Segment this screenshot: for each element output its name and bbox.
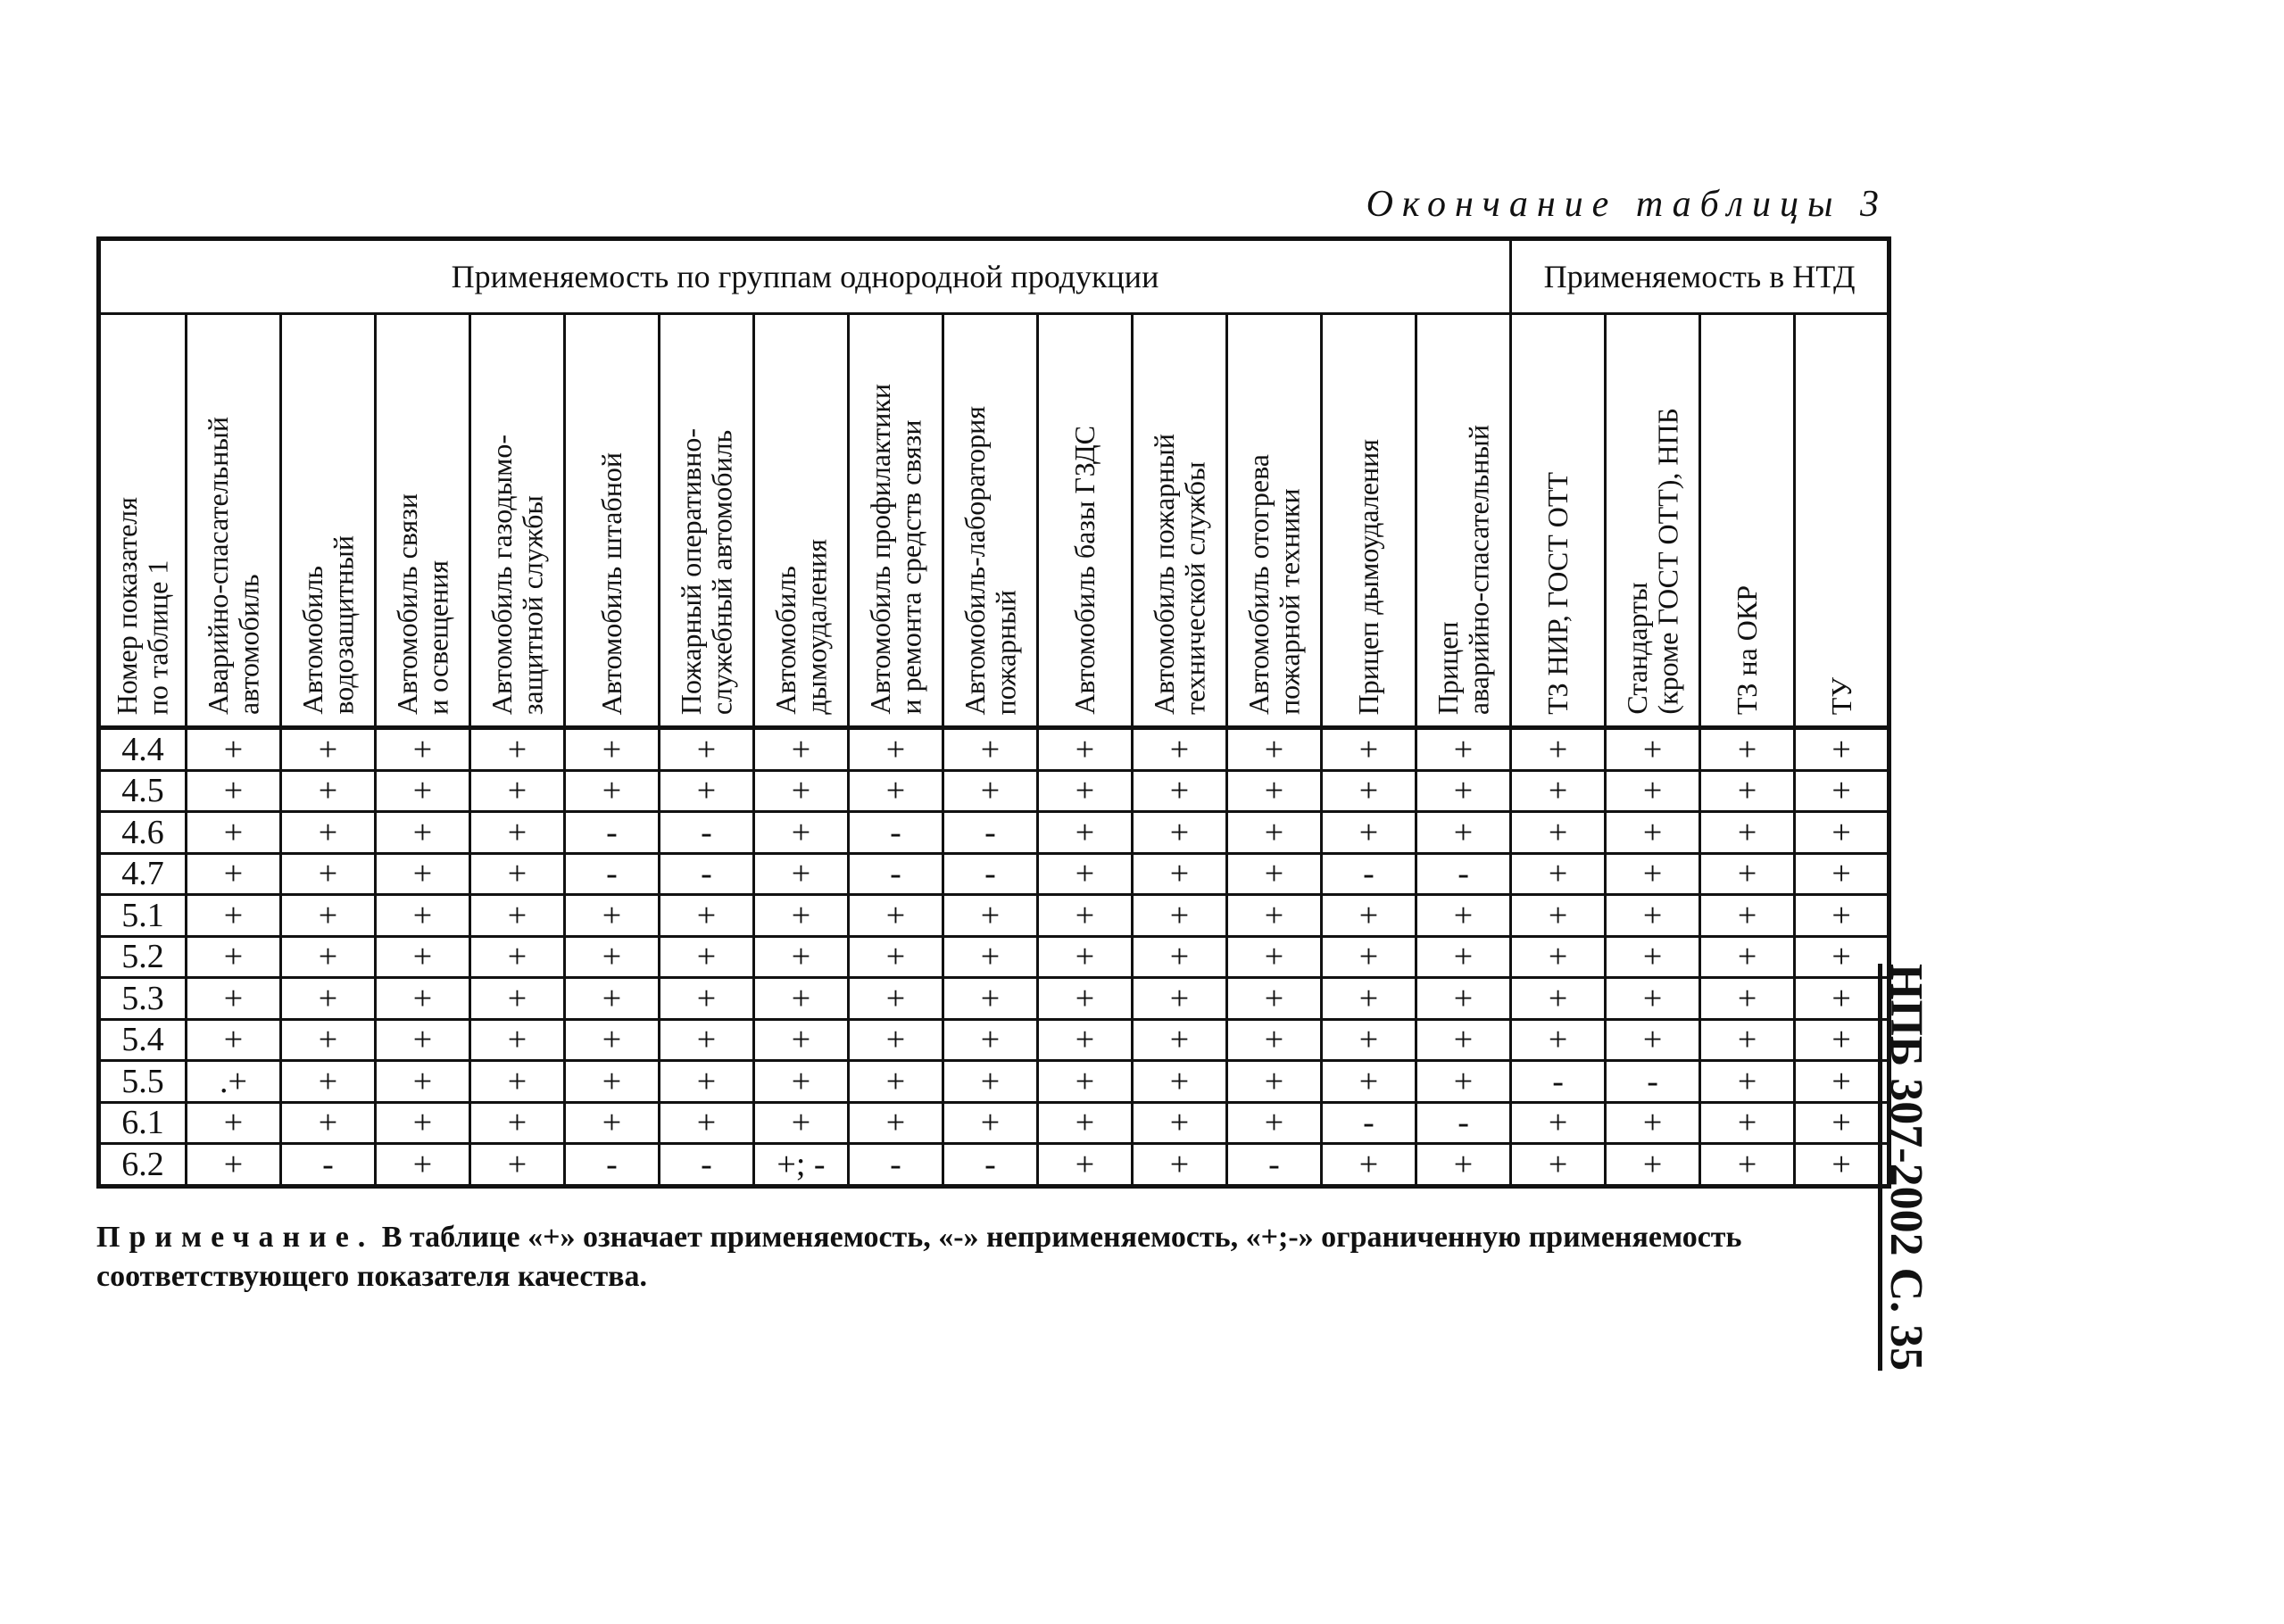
table-cell: + <box>1795 1019 1889 1061</box>
table-cell: + <box>1606 812 1700 854</box>
table-row <box>99 895 1889 937</box>
table-cell: + <box>1416 1061 1511 1103</box>
row-number-cell: 5.1 <box>99 895 187 937</box>
table-cell: + <box>849 978 943 1020</box>
table-row <box>99 1061 1889 1103</box>
table-cell: + <box>565 1102 660 1144</box>
table-cell: - <box>565 1144 660 1187</box>
page-footer-label: НПБ 307-2002 С. 35 <box>1881 964 1931 1371</box>
table-cell: + <box>754 895 849 937</box>
table-row <box>99 1019 1889 1061</box>
column-header-label: Автомобиль отогрева пожарной техники <box>1242 454 1306 715</box>
table-cell: - <box>660 853 754 895</box>
table-cell: + <box>376 895 470 937</box>
column-header-label: Стандарты (кроме ГОСТ ОТТ), НПБ <box>1620 408 1684 715</box>
table-cell: + <box>849 936 943 978</box>
table-cell: + <box>1606 853 1700 895</box>
table-cell: + <box>1322 770 1416 812</box>
table-cell: + <box>1700 895 1795 937</box>
table-cell: + <box>754 1102 849 1144</box>
table-cell: + <box>1416 978 1511 1020</box>
table-cell: + <box>1795 1102 1889 1144</box>
column-header-label: ТЗ на ОКР <box>1731 584 1764 715</box>
column-header-label: Автомобиль дымоудаления <box>768 539 833 715</box>
table-row <box>99 1102 1889 1144</box>
table-cell: + <box>1795 895 1889 937</box>
table-cell: + <box>1606 770 1700 812</box>
table-cell: + <box>1511 978 1606 1020</box>
table-cell: + <box>1606 978 1700 1020</box>
table-cell: + <box>1227 770 1322 812</box>
table-cell: + <box>1133 1019 1227 1061</box>
table-cell: + <box>1700 728 1795 771</box>
table-cell: + <box>1227 1102 1322 1144</box>
table-cell: + <box>1322 978 1416 1020</box>
table-cell: +; - <box>754 1144 849 1187</box>
table-cell: + <box>376 853 470 895</box>
row-number-cell: 4.4 <box>99 728 187 771</box>
table-cell: + <box>943 1019 1038 1061</box>
table-cell: + <box>565 895 660 937</box>
table-cell: + <box>187 853 281 895</box>
table-cell: + <box>1700 936 1795 978</box>
column-header-label: Автомобиль газодымо- защитной службы <box>485 434 549 715</box>
table-cell: + <box>1322 728 1416 771</box>
table-cell: + <box>1133 770 1227 812</box>
table-cell: + <box>565 1061 660 1103</box>
table-cell: + <box>376 770 470 812</box>
table-cell: + <box>1795 853 1889 895</box>
column-header-label: Автомобиль базы ГЗДС <box>1068 426 1101 715</box>
table-row <box>99 812 1889 854</box>
table-cell: + <box>1606 936 1700 978</box>
column-header-label: ТЗ НИР, ГОСТ ОТТ <box>1541 472 1574 715</box>
table-cell: + <box>281 770 376 812</box>
row-number-cell: 6.1 <box>99 1102 187 1144</box>
row-number-cell: 5.3 <box>99 978 187 1020</box>
table-cell: + <box>1795 728 1889 771</box>
table-cell: + <box>470 895 565 937</box>
column-header <box>1511 314 1606 728</box>
table-cell: + <box>187 1019 281 1061</box>
table-row <box>99 978 1889 1020</box>
row-number-cell: 4.5 <box>99 770 187 812</box>
column-header <box>1227 314 1322 728</box>
column-header <box>1795 314 1889 728</box>
table-cell: + <box>281 1061 376 1103</box>
table-cell: + <box>1416 1019 1511 1061</box>
table-cell: + <box>187 770 281 812</box>
column-header <box>1322 314 1416 728</box>
table-cell: + <box>376 1102 470 1144</box>
table-cell: + <box>281 1019 376 1061</box>
table-cell: + <box>1133 812 1227 854</box>
table-cell: + <box>565 770 660 812</box>
table-cell: - <box>849 812 943 854</box>
column-header <box>1606 314 1700 728</box>
table-cell: + <box>943 895 1038 937</box>
group-header-ntd: Применяемость в НТД <box>1511 239 1889 314</box>
table-cell: + <box>1606 1019 1700 1061</box>
table-cell: + <box>660 978 754 1020</box>
table-cell: + <box>187 936 281 978</box>
table-cell: + <box>470 853 565 895</box>
table-cell: - <box>943 853 1038 895</box>
table-cell: + <box>187 728 281 771</box>
table-cell: + <box>1511 1102 1606 1144</box>
table-cell: + <box>1038 1102 1133 1144</box>
table-cell: + <box>660 1061 754 1103</box>
table-row <box>99 853 1889 895</box>
table-cell: + <box>470 1061 565 1103</box>
table-cell: + <box>1133 936 1227 978</box>
table-cell: + <box>1795 812 1889 854</box>
table-cell: + <box>470 1144 565 1187</box>
table-cell: + <box>1133 853 1227 895</box>
column-header <box>660 314 754 728</box>
column-header-label: Прицеп аварийно-спасательный <box>1431 424 1495 715</box>
table-cell: + <box>754 978 849 1020</box>
column-header <box>281 314 376 728</box>
table-cell: + <box>187 1102 281 1144</box>
table-cell: + <box>376 1061 470 1103</box>
row-number-cell: 4.7 <box>99 853 187 895</box>
column-header-label: Автомобиль штабной <box>595 452 628 715</box>
table-caption: Окончание таблицы 3 <box>1366 184 1888 225</box>
column-header <box>565 314 660 728</box>
table-cell: - <box>849 1144 943 1187</box>
table-body <box>99 728 1889 1187</box>
table-cell: + <box>1133 1144 1227 1187</box>
table-cell: + <box>660 936 754 978</box>
table-cell: + <box>565 978 660 1020</box>
table-cell: + <box>943 1102 1038 1144</box>
table-cell: + <box>1416 770 1511 812</box>
table-cell: + <box>1227 812 1322 854</box>
table-cell: + <box>1700 1102 1795 1144</box>
table-cell: - <box>281 1144 376 1187</box>
table-cell: + <box>565 1019 660 1061</box>
table-cell: + <box>849 1102 943 1144</box>
row-number-cell: 5.5 <box>99 1061 187 1103</box>
table-cell: + <box>1227 728 1322 771</box>
table-cell: + <box>660 770 754 812</box>
column-header <box>849 314 943 728</box>
table-cell: + <box>754 853 849 895</box>
table-cell: + <box>754 1061 849 1103</box>
table-cell: + <box>1038 728 1133 771</box>
note-text: В таблице «+» означает применяемость, «-» неприменяемость, «+;-» ограниченную применяемость соответствующего показателя качества. <box>96 1221 1742 1294</box>
table-cell: + <box>470 770 565 812</box>
table-cell: + <box>1795 770 1889 812</box>
table-cell: + <box>470 936 565 978</box>
table-cell: + <box>1416 1144 1511 1187</box>
table-cell: + <box>1416 812 1511 854</box>
table-cell: + <box>849 1019 943 1061</box>
table-cell: + <box>1322 936 1416 978</box>
column-header-label: Автомобиль-лаборатория пожарный <box>958 405 1022 715</box>
table-cell: + <box>660 895 754 937</box>
table-cell: + <box>1700 770 1795 812</box>
row-number-cell: 5.2 <box>99 936 187 978</box>
table-cell: + <box>1606 1144 1700 1187</box>
table-cell: + <box>1700 853 1795 895</box>
table-row <box>99 936 1889 978</box>
table-cell: - <box>565 853 660 895</box>
table-cell: - <box>1606 1061 1700 1103</box>
table-cell: + <box>187 978 281 1020</box>
table-cell: + <box>376 1019 470 1061</box>
table-cell: + <box>754 770 849 812</box>
table-cell: + <box>660 728 754 771</box>
table-cell: + <box>1227 936 1322 978</box>
table-cell: + <box>1700 812 1795 854</box>
table-cell: - <box>660 1144 754 1187</box>
table-cell: + <box>470 728 565 771</box>
table-cell: + <box>943 936 1038 978</box>
table-cell: + <box>281 728 376 771</box>
table-cell: + <box>1511 936 1606 978</box>
column-header-label: Аварийно-спасательный автомобиль <box>201 416 265 715</box>
column-header <box>99 314 187 728</box>
table-cell: + <box>849 770 943 812</box>
table-row <box>99 1144 1889 1187</box>
table-cell: + <box>1511 770 1606 812</box>
table-cell: + <box>1795 936 1889 978</box>
row-number-cell: 5.4 <box>99 1019 187 1061</box>
table-cell: + <box>1038 812 1133 854</box>
note-label: Примечание. <box>96 1221 375 1254</box>
table-cell: + <box>1511 812 1606 854</box>
table-cell: + <box>754 936 849 978</box>
row-number-cell: 4.6 <box>99 812 187 854</box>
table-cell: + <box>1133 1102 1227 1144</box>
table-cell: - <box>1416 1102 1511 1144</box>
table-cell: + <box>1700 1019 1795 1061</box>
column-header-label: Автомобиль профилактики и ремонта средств связи <box>863 384 927 715</box>
table-cell: + <box>470 1102 565 1144</box>
table-cell: + <box>1511 895 1606 937</box>
table-cell: + <box>1700 1144 1795 1187</box>
table-cell: + <box>1511 728 1606 771</box>
table-cell: + <box>943 1061 1038 1103</box>
table-cell: - <box>1416 853 1511 895</box>
table-cell: + <box>1038 895 1133 937</box>
column-header-row <box>99 314 1889 728</box>
table-cell: + <box>754 812 849 854</box>
column-header <box>1700 314 1795 728</box>
column-header <box>1416 314 1511 728</box>
table-cell: + <box>943 770 1038 812</box>
table-cell: + <box>1038 1144 1133 1187</box>
table-cell: + <box>1227 1061 1322 1103</box>
table-cell: + <box>281 1102 376 1144</box>
column-header-label: Автомобиль водозащитный <box>295 535 360 715</box>
column-header-label: Пожарный оперативно- служебный автомобиль <box>674 427 738 715</box>
table-cell: + <box>1133 895 1227 937</box>
table-cell: + <box>1606 728 1700 771</box>
table-cell: + <box>281 853 376 895</box>
table-cell: + <box>470 812 565 854</box>
table-cell: - <box>1322 1102 1416 1144</box>
table-cell: + <box>1227 978 1322 1020</box>
table-row <box>99 770 1889 812</box>
table-cell: + <box>754 1019 849 1061</box>
table-cell: + <box>187 1144 281 1187</box>
table-cell: + <box>1038 1019 1133 1061</box>
table-cell: + <box>281 978 376 1020</box>
table-cell: + <box>1227 853 1322 895</box>
table-cell: + <box>565 728 660 771</box>
table-cell: + <box>1038 770 1133 812</box>
table-cell: + <box>1227 895 1322 937</box>
table-cell: + <box>849 1061 943 1103</box>
column-header-label: Прицеп дымоудаления <box>1352 438 1385 715</box>
table-cell: - <box>943 1144 1038 1187</box>
table-cell: + <box>376 812 470 854</box>
table-cell: + <box>849 728 943 771</box>
table-cell: + <box>470 1019 565 1061</box>
column-header-label: Автомобиль пожарный технической службы <box>1147 434 1211 715</box>
table-cell: + <box>849 895 943 937</box>
table-cell: + <box>1038 1061 1133 1103</box>
table-row <box>99 728 1889 771</box>
table-cell: - <box>1227 1144 1322 1187</box>
row-number-cell: 6.2 <box>99 1144 187 1187</box>
column-header <box>187 314 281 728</box>
table-cell: + <box>1700 978 1795 1020</box>
table-cell: + <box>565 936 660 978</box>
table-cell: + <box>376 936 470 978</box>
table-cell: + <box>1322 895 1416 937</box>
table-cell: + <box>1227 1019 1322 1061</box>
table-cell: + <box>1038 936 1133 978</box>
table-cell: + <box>1133 978 1227 1020</box>
column-header-label: ТУ <box>1824 676 1857 715</box>
table-cell: - <box>1511 1061 1606 1103</box>
column-header-label: Автомобиль связи и освещения <box>390 493 454 715</box>
table-cell: + <box>187 895 281 937</box>
table-cell: + <box>1416 728 1511 771</box>
table-note <box>96 1218 1890 1297</box>
table-cell: + <box>376 1144 470 1187</box>
table-cell: + <box>281 812 376 854</box>
table-cell: + <box>1606 895 1700 937</box>
table-cell: - <box>565 812 660 854</box>
table-cell: + <box>376 728 470 771</box>
table-cell: - <box>849 853 943 895</box>
column-header <box>943 314 1038 728</box>
table-cell: + <box>470 978 565 1020</box>
applicability-table <box>96 236 1891 1189</box>
column-header <box>1038 314 1133 728</box>
table-cell: + <box>281 895 376 937</box>
group-header-products: Применяемость по группам однородной продукции <box>99 239 1511 314</box>
table-cell: + <box>187 812 281 854</box>
table-cell: + <box>1795 978 1889 1020</box>
table-cell: + <box>943 978 1038 1020</box>
table-cell: + <box>1795 1061 1889 1103</box>
table-cell: - <box>660 812 754 854</box>
table-cell: + <box>1511 1019 1606 1061</box>
column-header <box>1133 314 1227 728</box>
table-cell: + <box>1416 936 1511 978</box>
table-cell: + <box>1038 978 1133 1020</box>
table-cell: - <box>1322 853 1416 895</box>
table-cell: + <box>660 1019 754 1061</box>
table-cell: + <box>281 936 376 978</box>
table-cell: .+ <box>187 1061 281 1103</box>
table-cell: - <box>943 812 1038 854</box>
table-cell: + <box>1322 1061 1416 1103</box>
table-cell: + <box>1038 853 1133 895</box>
table-cell: + <box>1133 728 1227 771</box>
table-cell: + <box>660 1102 754 1144</box>
table-cell: + <box>1133 1061 1227 1103</box>
table-cell: + <box>1795 1144 1889 1187</box>
column-header <box>376 314 470 728</box>
column-header-label: Номер показателя по таблице 1 <box>111 496 174 715</box>
table-cell: + <box>943 728 1038 771</box>
table-cell: + <box>376 978 470 1020</box>
table-cell: + <box>754 728 849 771</box>
column-header <box>470 314 565 728</box>
table-cell: + <box>1511 1144 1606 1187</box>
table-cell: + <box>1606 1102 1700 1144</box>
table-cell: + <box>1322 1144 1416 1187</box>
table-cell: + <box>1322 812 1416 854</box>
table-cell: + <box>1322 1019 1416 1061</box>
table-cell: + <box>1700 1061 1795 1103</box>
column-header <box>754 314 849 728</box>
table-cell: + <box>1416 895 1511 937</box>
table-cell: + <box>1511 853 1606 895</box>
